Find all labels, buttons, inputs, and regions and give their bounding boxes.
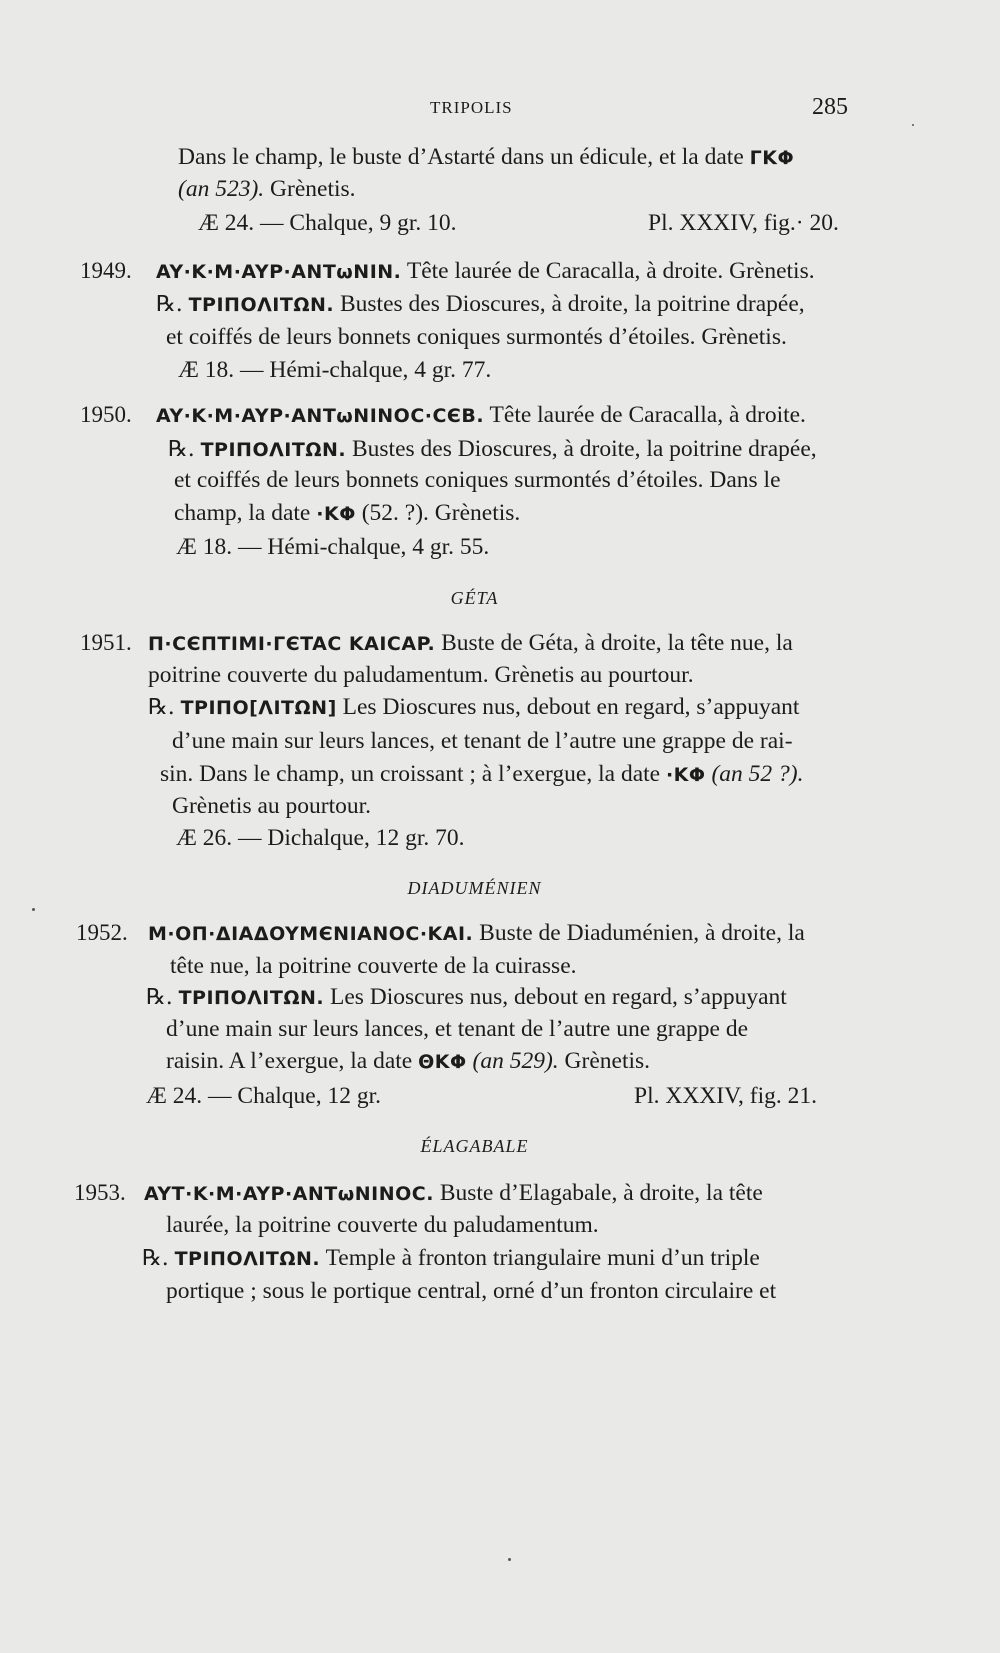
- text-line: Grènetis au pourtour.: [172, 793, 372, 819]
- weight-line: Æ 18. — Hémi-chalque, 4 gr. 77.: [178, 357, 492, 383]
- greek-legend: TPIΠOΛITΩN.: [178, 987, 325, 1009]
- reverse-sign: ℞.: [146, 985, 173, 1010]
- weight-line: Æ 18. — Hémi-chalque, 4 gr. 55.: [176, 534, 490, 560]
- obverse-line: AY·K·M·AYP·ANTωNINOC·CЄB. Tête laurée de Caracalla, à droite.: [156, 402, 806, 428]
- print-speck: [32, 908, 35, 911]
- catalogue-number: 1950.: [80, 402, 132, 427]
- weight-line: Æ 26. — Dichalque, 12 gr. 70.: [176, 825, 465, 851]
- weight-line: Æ 24. — Chalque, 12 gr.: [146, 1083, 381, 1109]
- greek-date: ΓΚΦ: [749, 147, 795, 169]
- weight-line: Æ 24. — Chalque, 9 gr. 10.: [198, 210, 457, 236]
- reverse-line: ℞. TPIΠOΛITΩN. Temple à fronton triangulaire muni d’un triple: [142, 1245, 760, 1271]
- print-speck: [912, 124, 914, 126]
- running-title: TRIPOLIS: [430, 98, 513, 117]
- text-line: et coiffés de leurs bonnets coniques surmontés d’étoiles. Grènetis.: [166, 324, 787, 350]
- text-line: d’une main sur leurs lances, et tenant de l’autre une grappe de rai-: [172, 728, 793, 754]
- reverse-line: ℞. TPIΠOΛITΩN. Bustes des Dioscures, à droite, la poitrine drapée,: [168, 436, 817, 462]
- plate-reference: Pl. XXXIV, fig.· 20.: [648, 210, 839, 236]
- running-head: [0, 94, 949, 128]
- greek-date: ΘKΦ: [418, 1051, 467, 1073]
- obverse-line: AYT·K·M·AYP·ANTωNINOC. Buste d’Elagabale, à droite, la tête: [144, 1180, 763, 1206]
- reverse-sign: ℞.: [142, 1246, 169, 1271]
- reverse-sign: ℞.: [148, 695, 175, 720]
- section-heading-diadumenien: DIADUMÉNIEN: [407, 878, 542, 898]
- print-speck: [508, 1558, 511, 1561]
- greek-legend: TPIΠOΛITΩN.: [188, 294, 335, 316]
- reverse-sign: ℞.: [168, 437, 195, 462]
- plate-reference: Pl. XXXIV, fig. 21.: [634, 1083, 818, 1109]
- text-line: tête nue, la poitrine couverte de la cuirasse.: [170, 953, 577, 979]
- greek-legend: M·OΠ·ΔIAΔOYMЄNIANOC·KAI.: [148, 923, 474, 945]
- reverse-line: ℞. TPIΠOΛITΩN. Les Dioscures nus, debout en regard, s’appuyant: [146, 984, 787, 1010]
- text-line: Dans le champ, le buste d’Astarté dans un édicule, et la date ΓΚΦ: [178, 144, 795, 170]
- greek-legend: AY·K·M·AYP·ANTωNIN.: [156, 261, 402, 283]
- reverse-line: ℞. TPIΠOΛITΩN. Bustes des Dioscures, à droite, la poitrine drapée,: [156, 291, 805, 317]
- text-line: laurée, la poitrine couverte du paludamentum.: [166, 1212, 599, 1238]
- text-line: raisin. A l’exergue, la date ΘKΦ (an 529). Grènetis.: [166, 1048, 651, 1074]
- reverse-line: ℞. TPIΠO[ΛITΩN] Les Dioscures nus, debout en regard, s’appuyant: [148, 694, 800, 720]
- page-number: 285: [812, 94, 848, 120]
- greek-date: ·KΦ: [316, 503, 356, 525]
- text-line: sin. Dans le champ, un croissant ; à l’exergue, la date ·KΦ (an 52 ?).: [160, 761, 804, 787]
- greek-legend: AYT·K·M·AYP·ANTωNINOC.: [144, 1183, 434, 1205]
- obverse-line: AY·K·M·AYP·ANTωNIN. Tête laurée de Caracalla, à droite. Grènetis.: [156, 258, 815, 284]
- greek-legend: Π·CЄΠTIMI·ΓЄTAC KAICAP.: [148, 633, 436, 655]
- greek-legend: TPIΠOΛITΩN.: [174, 1248, 321, 1270]
- text-line: champ, la date ·KΦ (52. ?). Grènetis.: [174, 500, 521, 526]
- greek-legend: TPIΠOΛITΩN.: [200, 439, 347, 461]
- greek-legend: TPIΠO[ΛITΩN]: [180, 697, 337, 719]
- obverse-line: M·OΠ·ΔIAΔOYMЄNIANOC·KAI. Buste de Diaduménien, à droite, la: [148, 920, 805, 946]
- catalogue-number: 1951.: [80, 630, 132, 655]
- section-heading-geta: GÉTA: [450, 588, 499, 608]
- text-line: (an 523). Grènetis.: [178, 176, 356, 202]
- reverse-sign: ℞.: [156, 292, 183, 317]
- catalogue-number: 1952.: [76, 920, 128, 945]
- text-line: et coiffés de leurs bonnets coniques surmontés d’étoiles. Dans le: [174, 467, 781, 493]
- catalogue-number: 1953.: [74, 1180, 126, 1205]
- text-line: poitrine couverte du paludamentum. Grènetis au pourtour.: [148, 662, 694, 688]
- catalogue-number: 1949.: [80, 258, 132, 283]
- text-line: portique ; sous le portique central, orné d’un fronton circulaire et: [166, 1278, 777, 1304]
- greek-legend: AY·K·M·AYP·ANTωNINOC·CЄB.: [156, 405, 485, 427]
- obverse-line: Π·CЄΠTIMI·ΓЄTAC KAICAP. Buste de Géta, à droite, la tête nue, la: [148, 630, 793, 656]
- text-line: d’une main sur leurs lances, et tenant de l’autre une grappe de: [166, 1016, 749, 1042]
- section-heading-elagabale: ÉLAGABALE: [420, 1136, 529, 1156]
- greek-date: ·KΦ: [665, 764, 706, 786]
